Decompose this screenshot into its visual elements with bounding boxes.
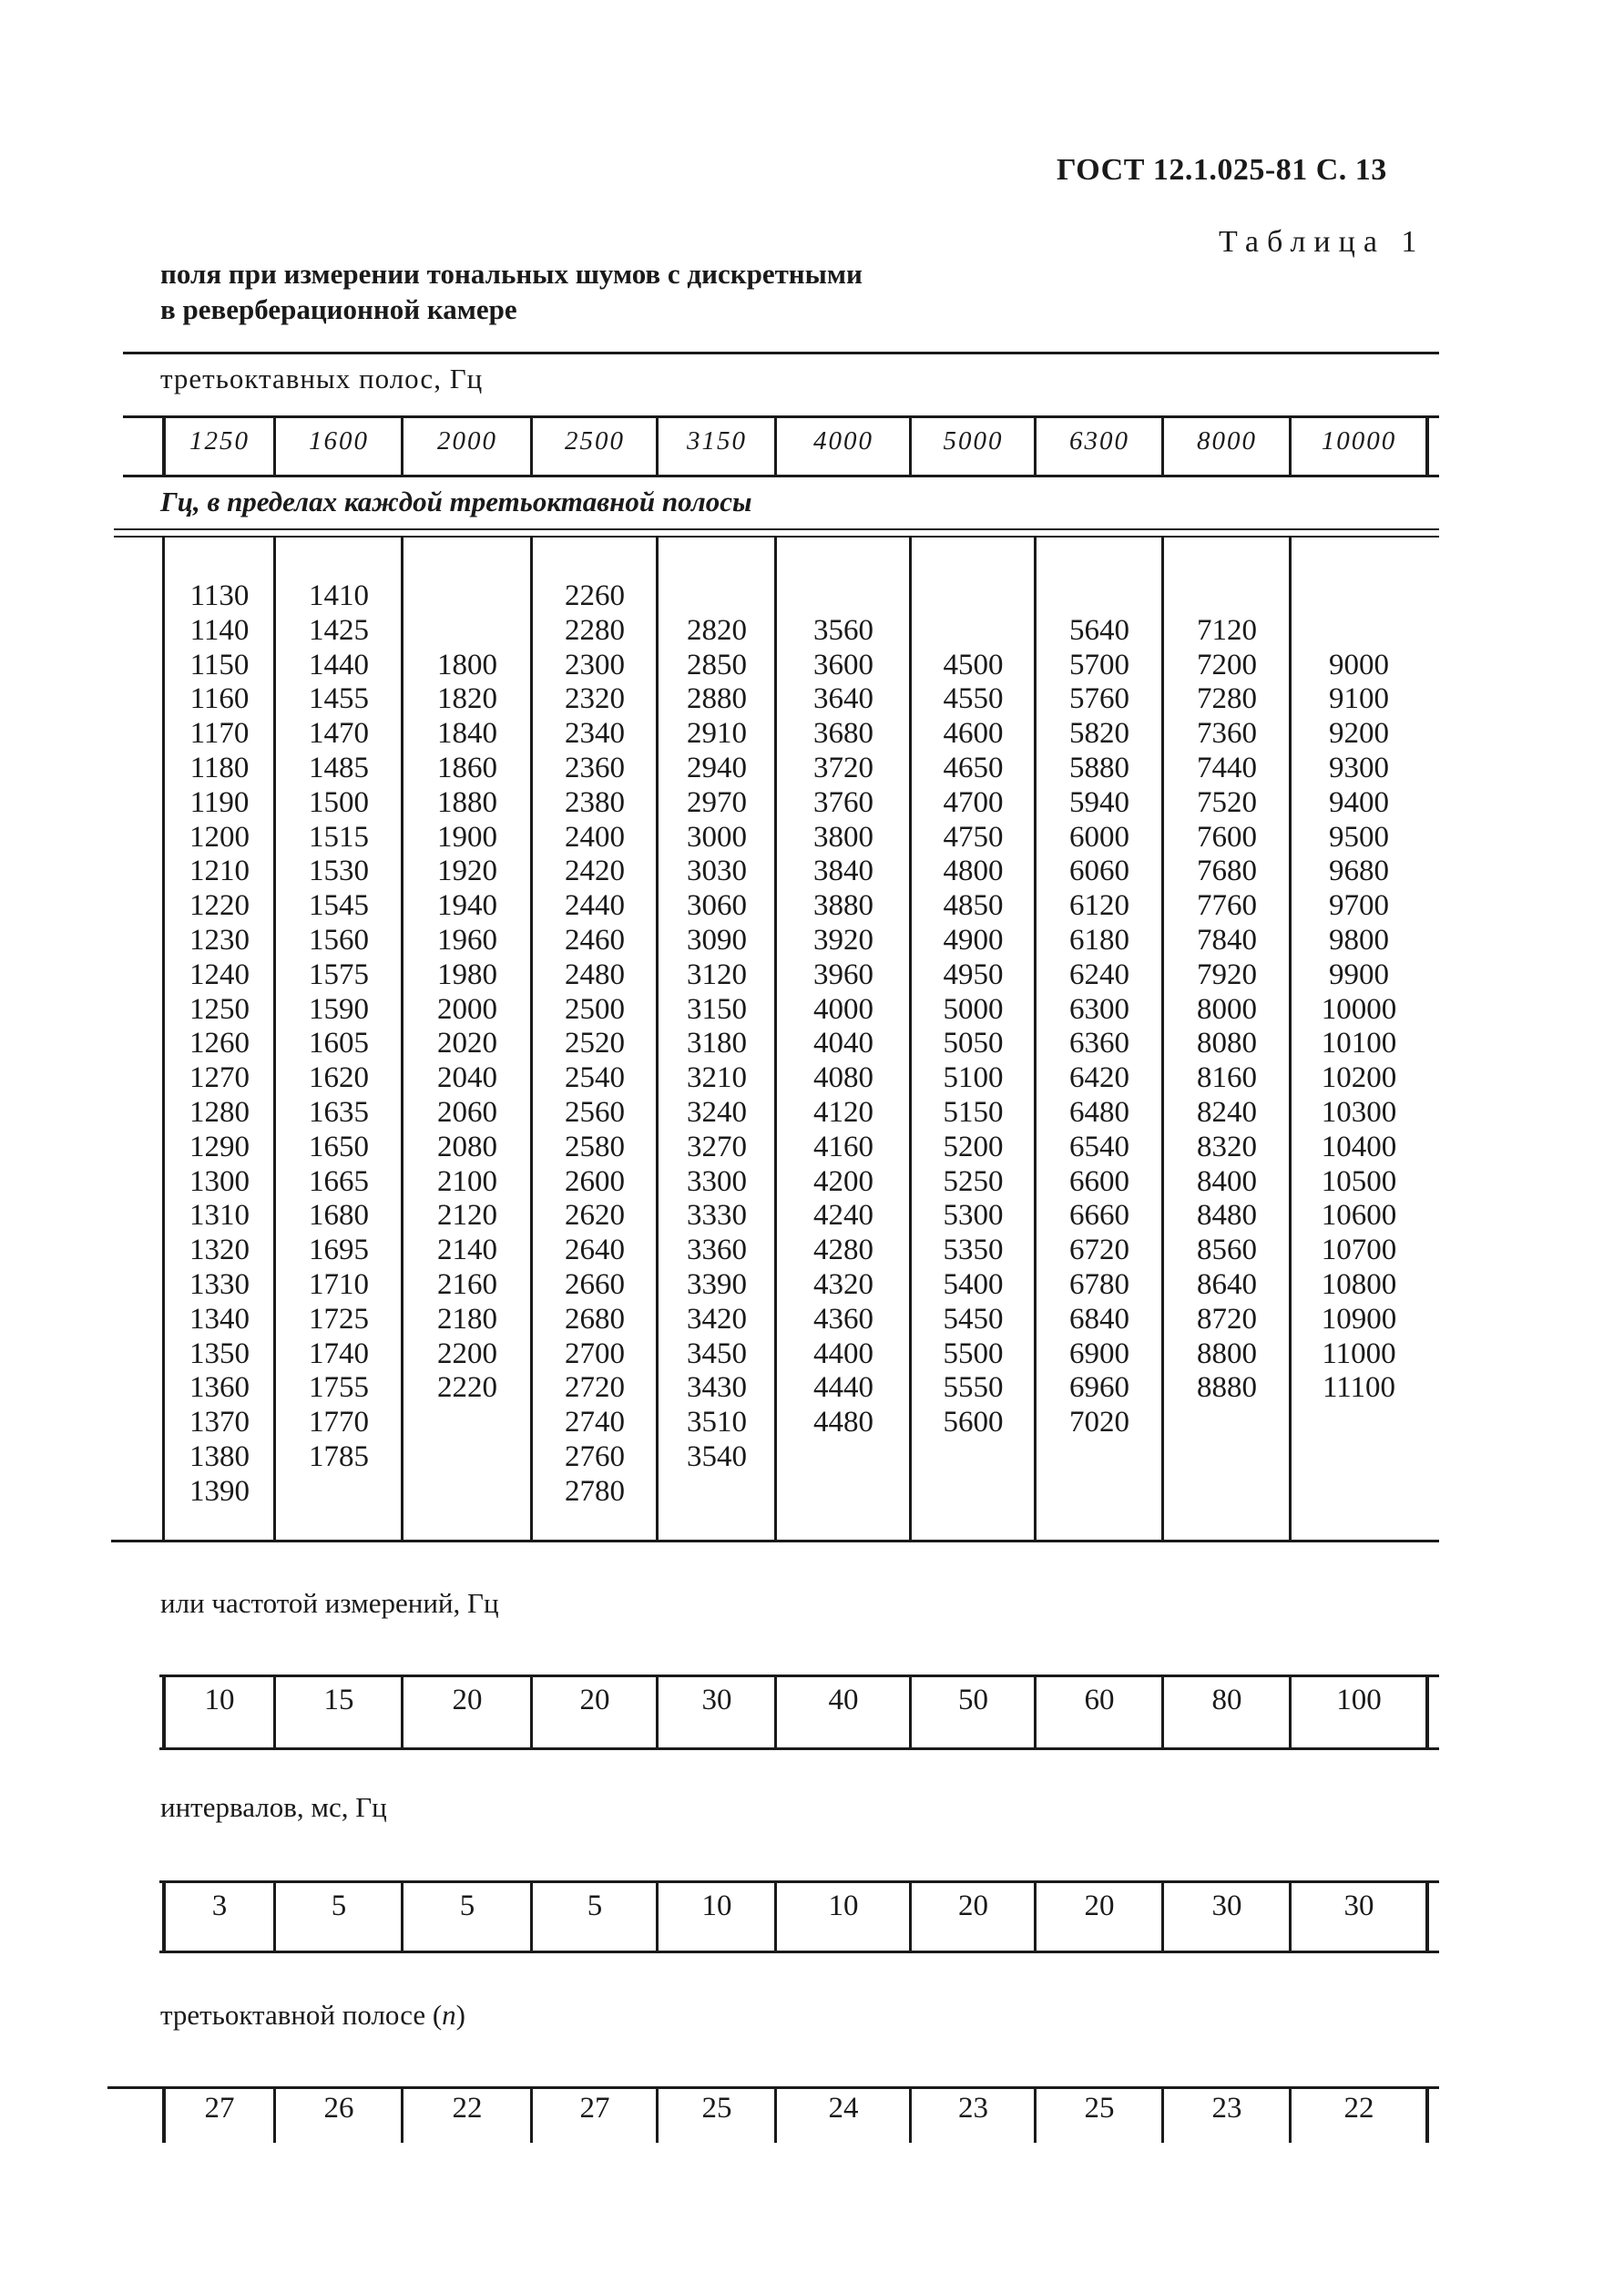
step-separator [1289,1676,1292,1747]
band-cell: 4000 [813,426,873,456]
step-cell: 100 [1336,1684,1382,1716]
document-id: ГОСТ 12.1.025-81 С. 13 [1057,153,1387,187]
band-cell: 5000 [943,426,1004,456]
interval-cell: 10 [828,1890,859,1922]
interval-separator [1034,1882,1037,1951]
count-cell: 22 [1343,2092,1374,2125]
freq-column-separator [656,538,659,1540]
band-cell: 1250 [189,426,250,456]
freq-bottom-rule [111,1540,1439,1542]
step-cell: 10 [204,1684,235,1716]
band-cell: 3150 [687,426,747,456]
freq-column-separator [1034,538,1037,1540]
step-separator [273,1676,276,1747]
step-separator [530,1676,533,1747]
step-cell: 30 [701,1684,732,1716]
step-cell: 50 [958,1684,988,1716]
interval-separator [530,1882,533,1951]
count-separator [1034,2088,1037,2143]
step-caption: или частотой измерений, Гц [160,1587,499,1619]
step-separator [1034,1676,1037,1747]
interval-top-rule [159,1880,1439,1883]
interval-separator [273,1882,276,1951]
interval-separator [774,1882,777,1951]
interval-separator [401,1882,403,1951]
count-cell: 25 [701,2092,732,2125]
interval-cell: 10 [701,1890,732,1922]
count-cell: 27 [204,2092,235,2125]
freq-column: 2820 2850 2880 2910 2940 2970 3000 3030 3060 3090 3120 3150 3180 3210 3240 3270 3300 3330 3360 3390 3420 3450 3430 3510 3540 [687,613,747,1473]
step-cell: 20 [452,1684,483,1716]
count-separator [1161,2088,1164,2143]
band-separator [1289,417,1292,475]
freq-top-rule-1 [114,528,1439,530]
band-row-bottom-rule [123,475,1439,477]
count-cell: 24 [828,2092,859,2125]
step-separator [401,1676,403,1747]
count-cell: 26 [323,2092,354,2125]
freq-column: 5640 5700 5760 5820 5880 5940 6000 6060 6120 6180 6240 6300 6360 6420 6480 6540 6600 6660 6720 6780 6840 6900 6960 7020 [1069,613,1129,1439]
count-cell: 27 [579,2092,610,2125]
freq-column-separator [273,538,276,1540]
band-cell: 2000 [437,426,497,456]
freq-column-separator [530,538,533,1540]
freq-column-separator [1161,538,1164,1540]
freq-column: 1130 1140 1150 1160 1170 1180 1190 1200 1210 1220 1230 1240 1250 1260 1270 1280 1290 1300 1310 1320 1330 1340 1350 1360 1370 1380 1390 [189,579,250,1508]
band-cell: 8000 [1197,426,1257,456]
count-separator [909,2088,912,2143]
count-separator [273,2088,276,2143]
interval-separator [1161,1882,1164,1951]
freq-column: 2260 2280 2300 2320 2340 2360 2380 2400 2420 2440 2460 2480 2500 2520 2540 2560 2580 2600 2620 2640 2660 2680 2700 2720 2740 2760 2780 [565,579,625,1508]
interval-separator [1425,1882,1429,1951]
interval-cell: 5 [587,1890,603,1922]
freq-column: 9000 9100 9200 9300 9400 9500 9680 9700 9800 9900 10000 10100 10200 10300 10400 10500 10600 10700 10800 10900 11000 11100 [1321,648,1397,1405]
table-title-line-2: в реверберационной камере [160,293,517,325]
count-top-rule [107,2086,1439,2089]
band-cell: 6300 [1069,426,1129,456]
rule-top [123,352,1439,354]
step-cell: 60 [1084,1684,1115,1716]
band-cell: 10000 [1321,426,1397,456]
step-separator [774,1676,777,1747]
freq-column-separator [774,538,777,1540]
interval-bottom-rule [159,1951,1439,1953]
step-separator [909,1676,912,1747]
count-cell: 23 [958,2092,988,2125]
freq-column: 7120 7200 7280 7360 7440 7520 7600 7680 7760 7840 7920 8000 8080 8160 8240 8320 8400 8480 8560 8640 8720 8800 8880 [1197,613,1257,1405]
freq-column: 3560 3600 3640 3680 3720 3760 3800 3840 3880 3920 3960 4000 4040 4080 4120 4160 4200 4240 4280 4320 4360 4400 4440 4480 [813,613,873,1439]
step-cell: 20 [579,1684,610,1716]
interval-cell: 20 [958,1890,988,1922]
count-separator [656,2088,659,2143]
count-separator [530,2088,533,2143]
step-cell: 40 [828,1684,859,1716]
step-top-rule [159,1675,1439,1677]
interval-cell: 3 [211,1890,228,1922]
step-bottom-rule [159,1747,1439,1750]
band-row-top-rule [123,415,1439,418]
freq-column-separator [909,538,912,1540]
band-separator [1425,417,1429,475]
count-separator [1425,2088,1429,2143]
count-cell: 25 [1084,2092,1115,2125]
count-caption: третьоктавной полосе (n) [160,1999,465,2031]
freq-column-separator [401,538,403,1540]
freq-column-separator [1289,538,1292,1540]
band-separator [1034,417,1037,475]
interval-cell: 30 [1211,1890,1242,1922]
table-title-line-1: поля при измерении тональных шумов с дискретными [160,258,863,290]
interval-separator [1289,1882,1292,1951]
count-cell: 23 [1211,2092,1242,2125]
freq-column: 4500 4550 4600 4650 4700 4750 4800 4850 4900 4950 5000 5050 5100 5150 5200 5250 5300 5350 5400 5450 5500 5550 5600 [943,648,1004,1439]
step-separator [1425,1676,1429,1747]
step-cell: 15 [323,1684,354,1716]
band-caption: третьоктавных полос, Гц [160,363,484,394]
interval-cell: 30 [1343,1890,1374,1922]
freq-caption: Гц, в пределах каждой третьоктавной полосы [160,486,752,517]
band-cell: 1600 [309,426,369,456]
band-separator [774,417,777,475]
freq-column: 1410 1425 1440 1455 1470 1485 1500 1515 1530 1545 1560 1575 1590 1605 1620 1635 1650 1665 1680 1695 1710 1725 1740 1755 1770 1785 [309,579,369,1473]
interval-separator [909,1882,912,1951]
count-cell: 22 [452,2092,483,2125]
interval-caption: интервалов, мс, Гц [160,1791,387,1823]
table-label: Таблица 1 [1219,225,1425,259]
band-separator [909,417,912,475]
interval-cell: 5 [331,1890,347,1922]
band-separator [656,417,659,475]
freq-column-separator [162,538,165,1540]
step-cell: 80 [1211,1684,1242,1716]
interval-cell: 5 [459,1890,475,1922]
count-separator [401,2088,403,2143]
interval-cell: 20 [1084,1890,1115,1922]
interval-separator [656,1882,659,1951]
count-separator [774,2088,777,2143]
step-separator [656,1676,659,1747]
band-separator [1161,417,1164,475]
band-separator [401,417,403,475]
count-separator [1289,2088,1292,2143]
band-separator [273,417,276,475]
band-cell: 2500 [565,426,625,456]
freq-column: 1800 1820 1840 1860 1880 1900 1920 1940 1960 1980 2000 2020 2040 2060 2080 2100 2120 2140 2160 2180 2200 2220 [437,648,497,1405]
step-separator [1161,1676,1164,1747]
band-separator [530,417,533,475]
